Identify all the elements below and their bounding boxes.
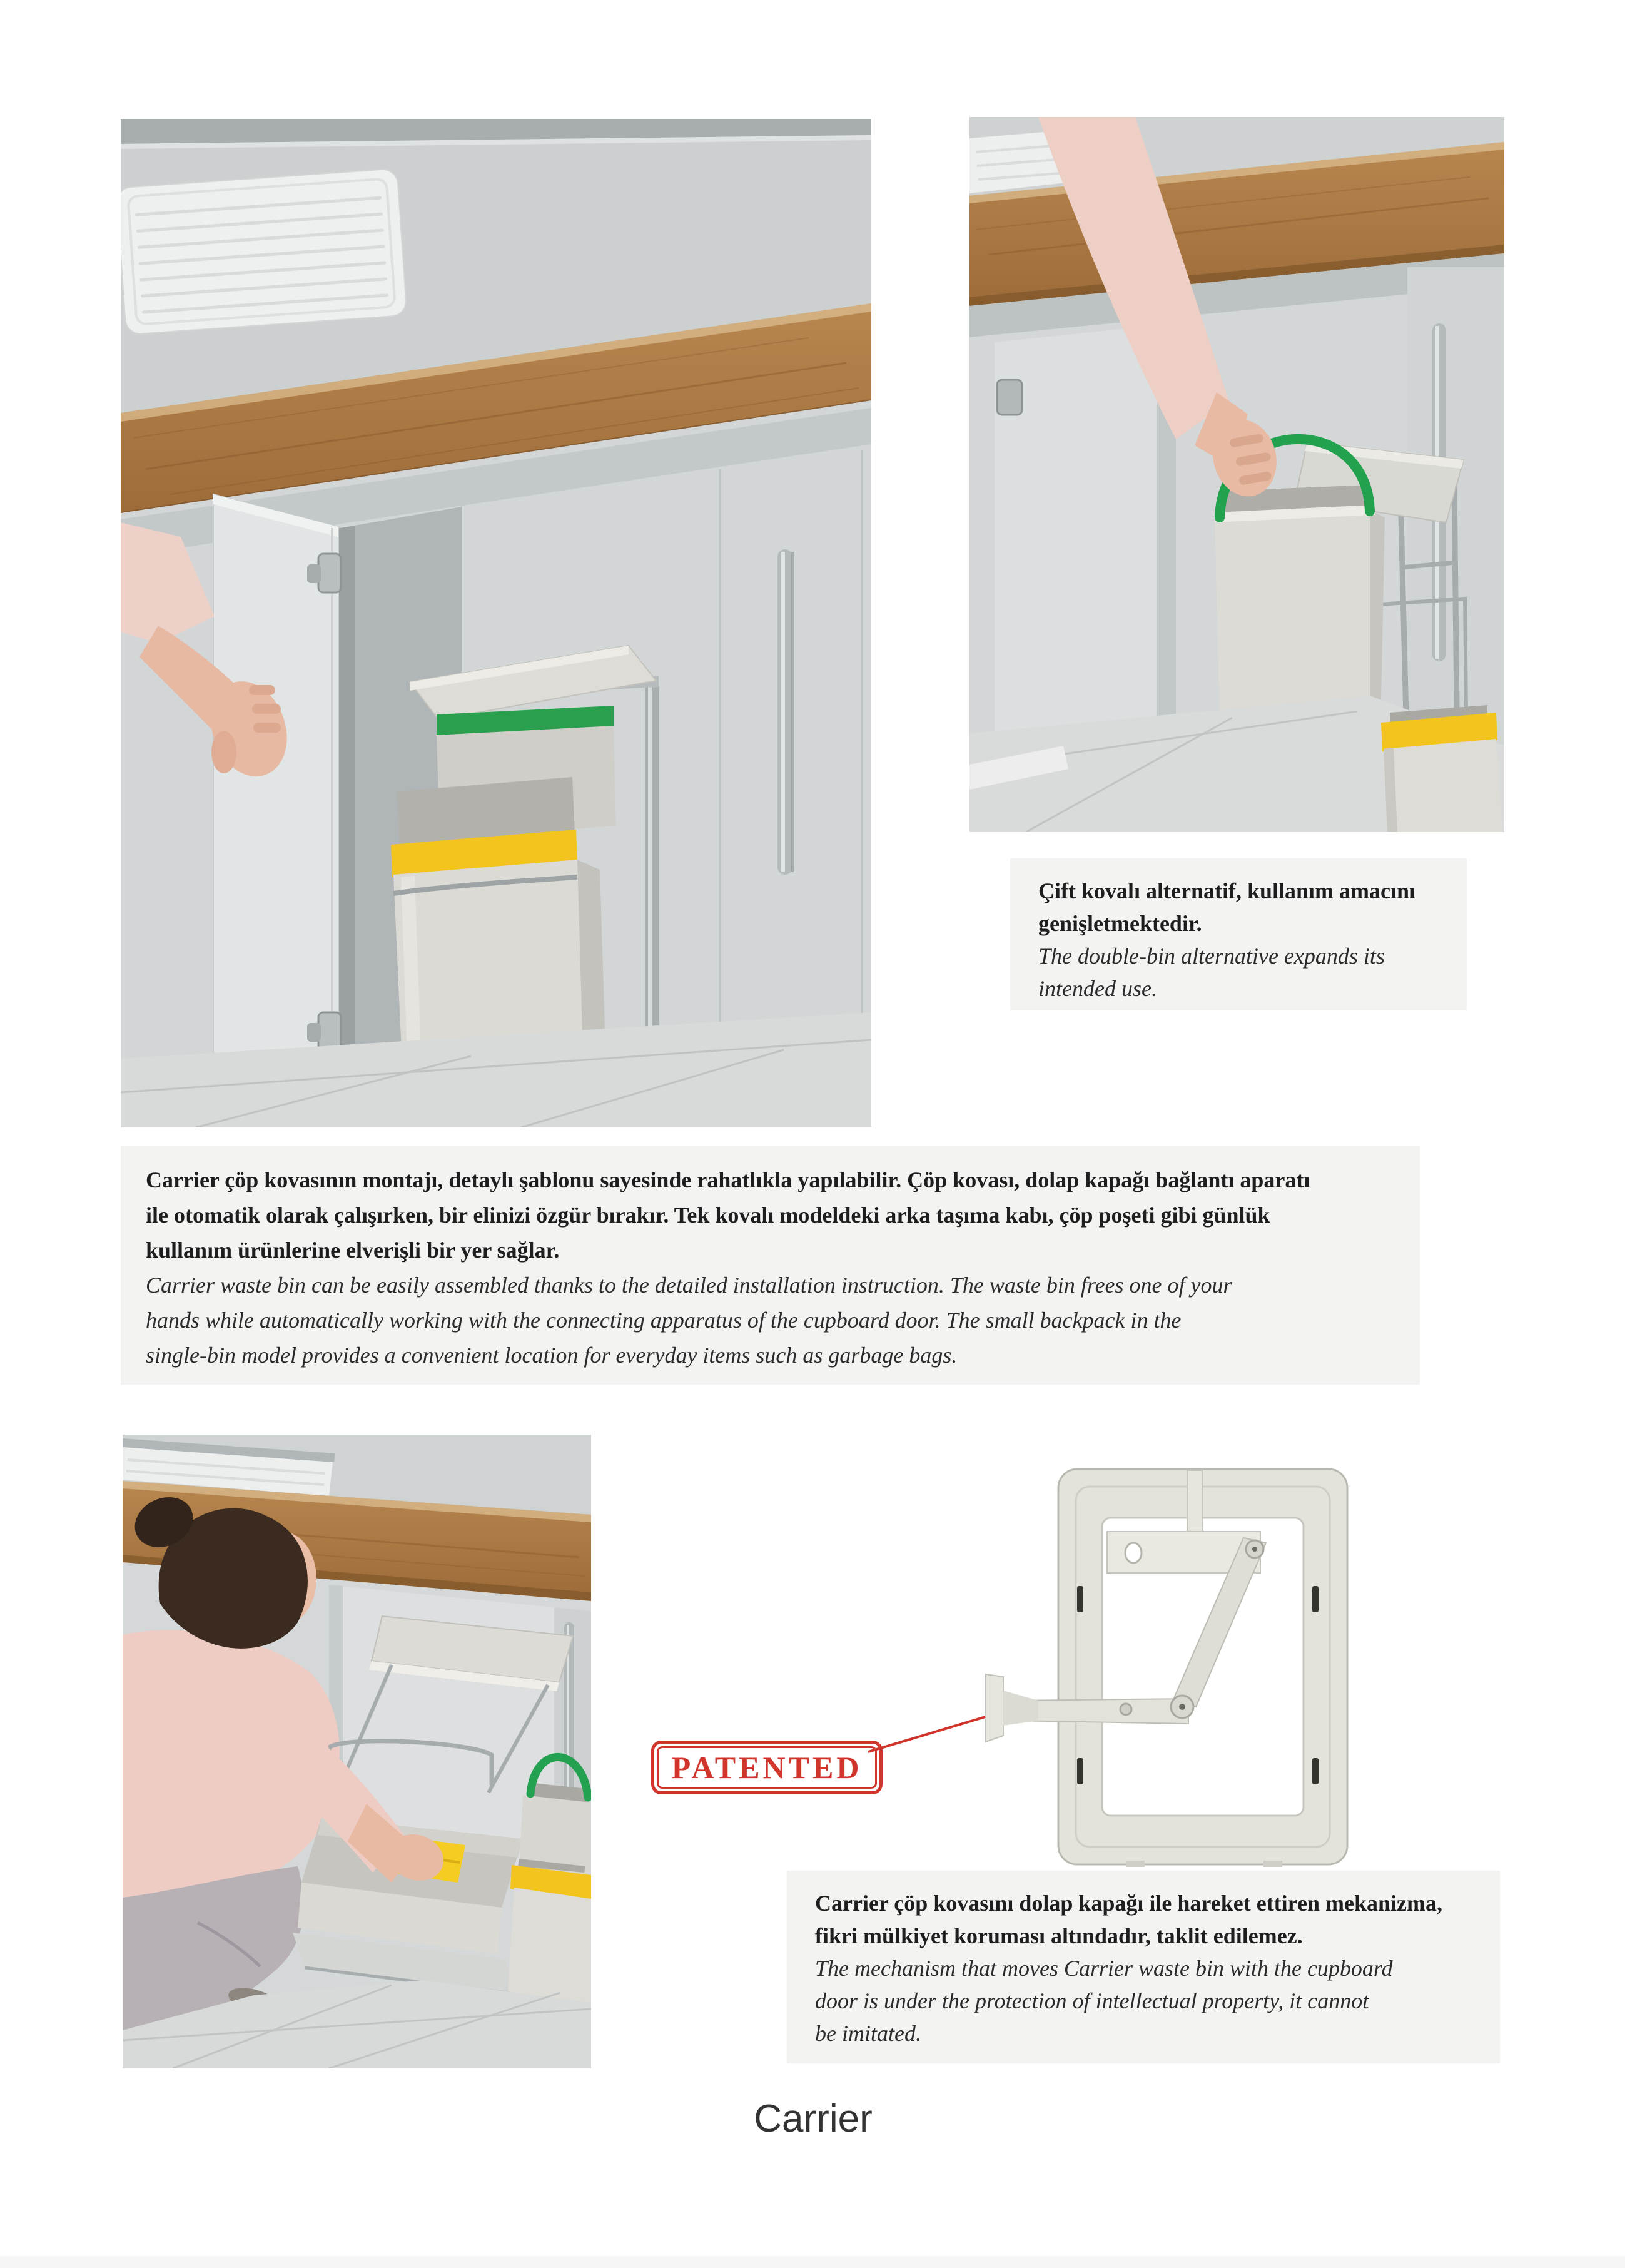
caption-line-en: be imitated. — [815, 2021, 921, 2046]
photo-bin-lifted — [969, 117, 1504, 832]
patented-stamp — [651, 1741, 883, 1794]
patented-stamp-label: PATENTED — [657, 1746, 877, 1789]
caption-line-en: door is under the protection of intellectual property, it cannot — [815, 1988, 1369, 2013]
slot — [1312, 1758, 1319, 1784]
caption-line-en: The double-bin alternative expands its — [1038, 943, 1385, 969]
main-description — [121, 1146, 1420, 1385]
door-bracket — [986, 1674, 1003, 1742]
main-line-en: Carrier waste bin can be easily assembled thanks to the detailed installation instruction. The waste bin frees one of your — [146, 1273, 1232, 1298]
caption-line-tr: Carrier çöp kovasını dolap kapağı ile hareket ettiren mekanizma, — [815, 1891, 1442, 1916]
main-line-en: hands while automatically working with the connecting apparatus of the cupboard door. The small backpack in the — [146, 1308, 1182, 1333]
caption-patent — [787, 1871, 1500, 2063]
caption-line-tr: fikri mülkiyet koruması altındadır, taklit edilemez. — [815, 1923, 1303, 1948]
floor-bin-yellow — [1381, 705, 1502, 832]
door-handle-icon — [777, 549, 794, 875]
brand-name: Carrier — [754, 2097, 873, 2140]
photo-cleaning-tray-art — [123, 1435, 591, 2068]
caption-line-tr: genişletmektedir. — [1038, 911, 1202, 936]
photo-pullout-bin-open-art — [121, 119, 871, 1127]
main-line-tr: Carrier çöp kovasının montajı, detaylı şablonu sayesinde rahatlıkla yapılabilir. Çöp kovası, dolap kapağı bağlantı aparatı — [146, 1167, 1310, 1192]
caption-line-en: intended use. — [1038, 976, 1157, 1001]
sink-drainer — [121, 168, 407, 335]
page-edge-shade — [0, 2256, 1625, 2268]
main-line-en: single-bin model provides a convenient location for everyday items such as garbage bags. — [146, 1343, 958, 1368]
caption-line-en: The mechanism that moves Carrier waste bin with the cupboard — [815, 1956, 1393, 1981]
slot — [1312, 1586, 1319, 1612]
main-line-tr: ile otomatik olarak çalışırken, bir elinizi özgür bırakır. Tek kovalı modeldeki arka taşıma kabı, çöp poşeti gibi günlük — [146, 1203, 1270, 1228]
caption-line-tr: Çift kovalı alternatif, kullanım amacını — [1038, 878, 1415, 903]
photo-bin-lifted-art — [969, 117, 1504, 832]
main-line-tr: kullanım ürünlerine elverişli bir yer sağlar. — [146, 1238, 560, 1263]
photo-cleaning-tray — [123, 1435, 591, 2068]
top-post — [1187, 1470, 1202, 1533]
slot — [1077, 1758, 1083, 1784]
slot — [1077, 1586, 1083, 1612]
mechanism-illustration — [938, 1458, 1376, 1871]
bin-yellow-rim — [508, 1859, 591, 2005]
photo-pullout-bin-open — [121, 119, 871, 1127]
caption-double-bin — [1010, 858, 1467, 1010]
